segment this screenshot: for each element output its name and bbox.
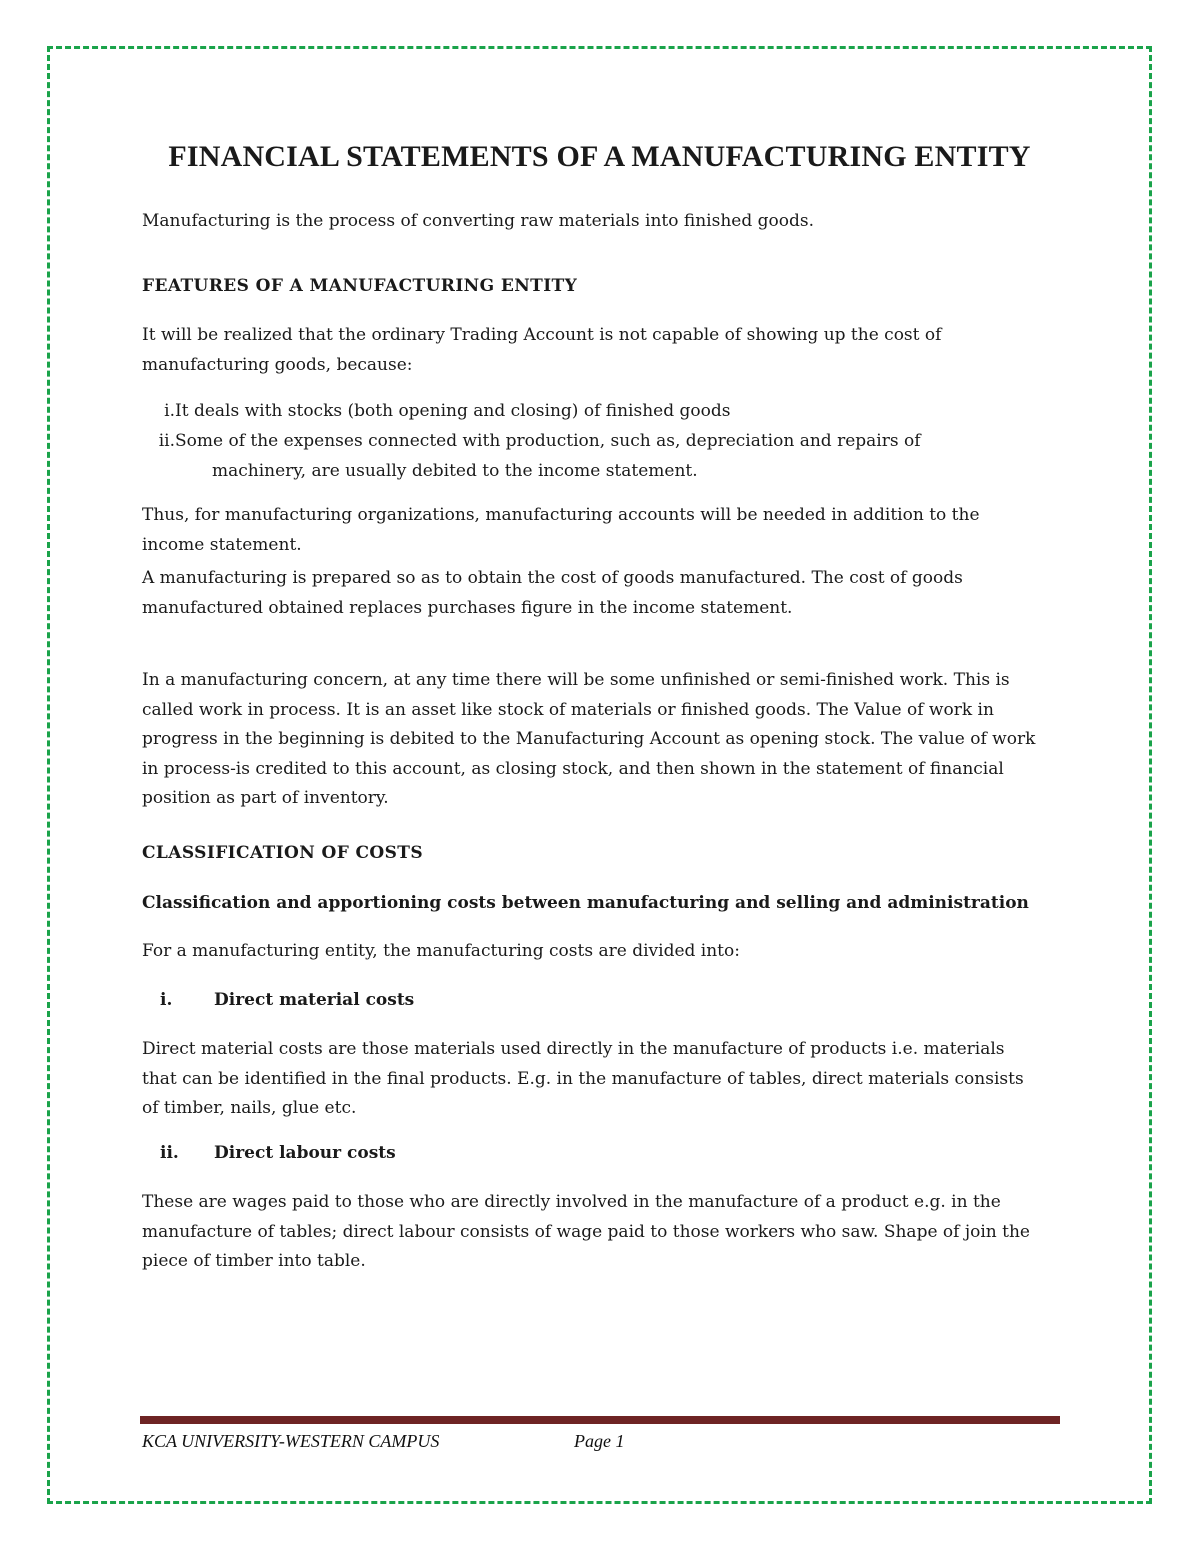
- footer-rule: [140, 1416, 1060, 1424]
- list-item: [142, 426, 1057, 456]
- features-heading: FEATURES OF A MANUFACTURING ENTITY: [142, 276, 578, 296]
- list-item-text: It deals with stocks (both opening and closing) of finished goods: [175, 401, 731, 421]
- cost-item-heading: [142, 1143, 396, 1163]
- classification-subheading: Classification and apportioning costs between manufacturing and selling and administration: [142, 893, 1029, 913]
- list-item-text: Some of the expenses connected with production, such as, depreciation and repairs of: [175, 431, 921, 451]
- features-paragraph: It will be realized that the ordinary Trading Account is not capable of showing up the cost of manufacturing goods, because:: [142, 325, 942, 375]
- cost-item-paragraph: These are wages paid to those who are directly involved in the manufacture of a product e.g. in the manufacture of tables; direct labour consists of wage paid to those workers who saw. Shape of join the piece of timber into table.: [142, 1192, 1030, 1271]
- list-item-number: i.: [164, 401, 175, 421]
- list-item-continuation: machinery, are usually debited to the income statement.: [212, 461, 698, 481]
- manufacturing-paragraph: A manufacturing is prepared so as to obtain the cost of goods manufactured. The cost of goods manufactured obtained replaces purchases figure in the income statement.: [142, 568, 963, 618]
- cost-item-number: i.: [160, 990, 173, 1010]
- cost-item-number: ii.: [160, 1143, 179, 1163]
- classification-heading: CLASSIFICATION OF COSTS: [142, 843, 424, 863]
- intro-paragraph: Manufacturing is the process of converting raw materials into finished goods.: [142, 211, 814, 231]
- cost-item-paragraph: Direct material costs are those materials used directly in the manufacture of products i.e. materials that can be identified in the final products. E.g. in the manufacture of tables, direct materials consists of timber, nails, glue etc.: [142, 1039, 1024, 1118]
- cost-item-label: Direct material costs: [214, 990, 415, 1010]
- cost-item-heading: [142, 990, 414, 1010]
- classification-intro: For a manufacturing entity, the manufacturing costs are divided into:: [142, 941, 740, 961]
- list-item-number: ii.: [158, 431, 175, 451]
- document-title: FINANCIAL STATEMENTS OF A MANUFACTURING ENTITY: [168, 140, 1031, 173]
- thus-paragraph: Thus, for manufacturing organizations, manufacturing accounts will be needed in addition to the income statement.: [142, 505, 980, 555]
- cost-item-label: Direct labour costs: [214, 1143, 396, 1163]
- list-item: [142, 396, 1057, 426]
- features-list: [142, 396, 1057, 486]
- footer-page-number: Page 1: [574, 1431, 625, 1451]
- wip-paragraph: In a manufacturing concern, at any time there will be some unfinished or semi-finished work. This is called work in process. It is an asset like stock of materials or finished goods. The Value of work in progress in the beginning is debited to the Manufacturing Account as opening stock. The value of work in process-is credited to this account, as closing stock, and then shown in the statement of financial position as part of inventory.: [142, 670, 1036, 808]
- footer-institution: KCA UNIVERSITY-WESTERN CAMPUS: [142, 1431, 440, 1451]
